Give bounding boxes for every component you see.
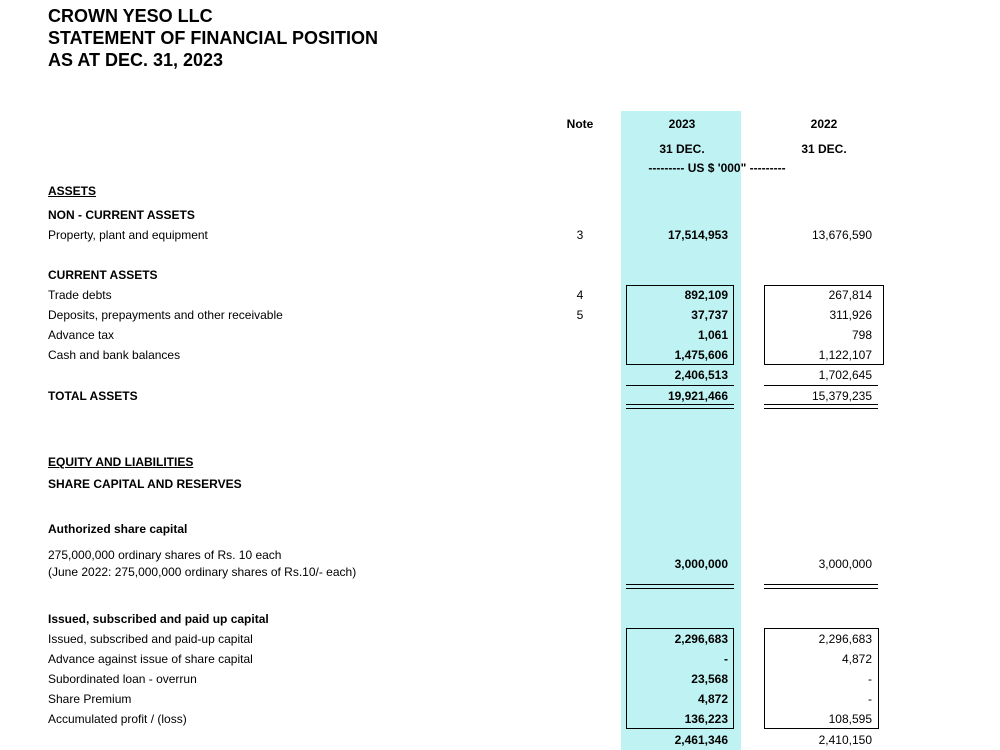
accumulated-profit-value-2023: 136,223 [684,712,728,726]
advance-share-capital-value-2023: - [724,652,728,666]
authorized-double-rule-2022 [764,584,878,589]
currency-unit-label: --------- US $ '000" --------- [648,161,786,175]
note-column-header: Note [566,117,594,131]
total-assets-double-rule-2023 [626,404,734,409]
share-capital-reserves-heading: SHARE CAPITAL AND RESERVES [48,477,242,491]
share-premium-label: Share Premium [48,692,132,706]
deposits-note: 5 [576,308,584,322]
cash-bank-value-2023: 1,475,606 [674,348,728,362]
advance-tax-value-2022: 798 [851,328,872,342]
issued-capital-subtotal-2022: 2,410,150 [818,733,872,747]
current-assets-heading: CURRENT ASSETS [48,268,158,282]
non-current-assets-heading: NON - CURRENT ASSETS [48,208,195,222]
authorized-shares-line2: (June 2022: 275,000,000 ordinary shares of Rs.10/- each) [48,565,357,579]
accumulated-profit-value-2022: 108,595 [828,712,872,726]
ppe-label: Property, plant and equipment [48,228,208,242]
total-assets-value-2023: 19,921,466 [667,389,728,403]
cash-bank-label: Cash and bank balances [48,348,181,362]
ppe-value-2023: 17,514,953 [667,228,728,242]
issued-capital-subtotal-2023: 2,461,346 [674,733,728,747]
accumulated-profit-label: Accumulated profit / (loss) [48,712,187,726]
ppe-note: 3 [576,228,584,242]
trade-debts-note: 4 [576,288,584,302]
trade-debts-label: Trade debts [48,288,112,302]
advance-share-capital-value-2022: 4,872 [841,652,872,666]
authorized-shares-line1: 275,000,000 ordinary shares of Rs. 10 each [48,548,282,562]
issued-paid-up-value-2022: 2,296,683 [818,632,872,646]
ppe-value-2022: 13,676,590 [811,228,872,242]
date-2022-header: 31 DEC. [801,142,847,156]
subordinated-loan-value-2022: - [868,672,872,686]
current-assets-subtotal-2023: 2,406,513 [674,368,728,382]
statement-title: STATEMENT OF FINANCIAL POSITION [48,28,378,48]
authorized-double-rule-2023 [626,584,734,589]
authorized-capital-value-2022: 3,000,000 [818,557,872,571]
trade-debts-value-2022: 267,814 [828,288,872,302]
deposits-label: Deposits, prepayments and other receivable [48,308,283,322]
year-2022-header: 2022 [810,117,838,131]
issued-paid-up-value-2023: 2,296,683 [674,632,728,646]
share-premium-value-2022: - [868,692,872,706]
authorized-capital-value-2023: 3,000,000 [674,557,728,571]
authorized-capital-heading: Authorized share capital [48,522,188,536]
assets-heading: ASSETS [48,184,97,198]
issued-capital-heading: Issued, subscribed and paid up capital [48,612,269,626]
year-2023-header: 2023 [668,117,696,131]
date-2023-header: 31 DEC. [659,142,705,156]
advance-share-capital-label: Advance against issue of share capital [48,652,253,666]
subtotal-rule-2023 [626,385,734,386]
advance-tax-value-2023: 1,061 [697,328,728,342]
subordinated-loan-label: Subordinated loan - overrun [48,672,197,686]
total-assets-label: TOTAL ASSETS [48,389,138,403]
equity-liabilities-heading: EQUITY AND LIABILITIES [48,455,194,469]
current-assets-subtotal-2022: 1,702,645 [818,368,872,382]
deposits-value-2023: 37,737 [691,308,728,322]
issued-paid-up-label: Issued, subscribed and paid-up capital [48,632,253,646]
trade-debts-value-2023: 892,109 [684,288,728,302]
subordinated-loan-value-2023: 23,568 [691,672,728,686]
share-premium-value-2023: 4,872 [697,692,728,706]
statement-date: AS AT DEC. 31, 2023 [48,50,224,70]
total-assets-double-rule-2022 [764,404,878,409]
subtotal-rule-2022 [764,385,878,386]
advance-tax-label: Advance tax [48,328,115,342]
cash-bank-value-2022: 1,122,107 [818,348,872,362]
deposits-value-2022: 311,926 [829,308,872,322]
total-assets-value-2022: 15,379,235 [811,389,872,403]
company-name: CROWN YESO LLC [48,6,213,26]
